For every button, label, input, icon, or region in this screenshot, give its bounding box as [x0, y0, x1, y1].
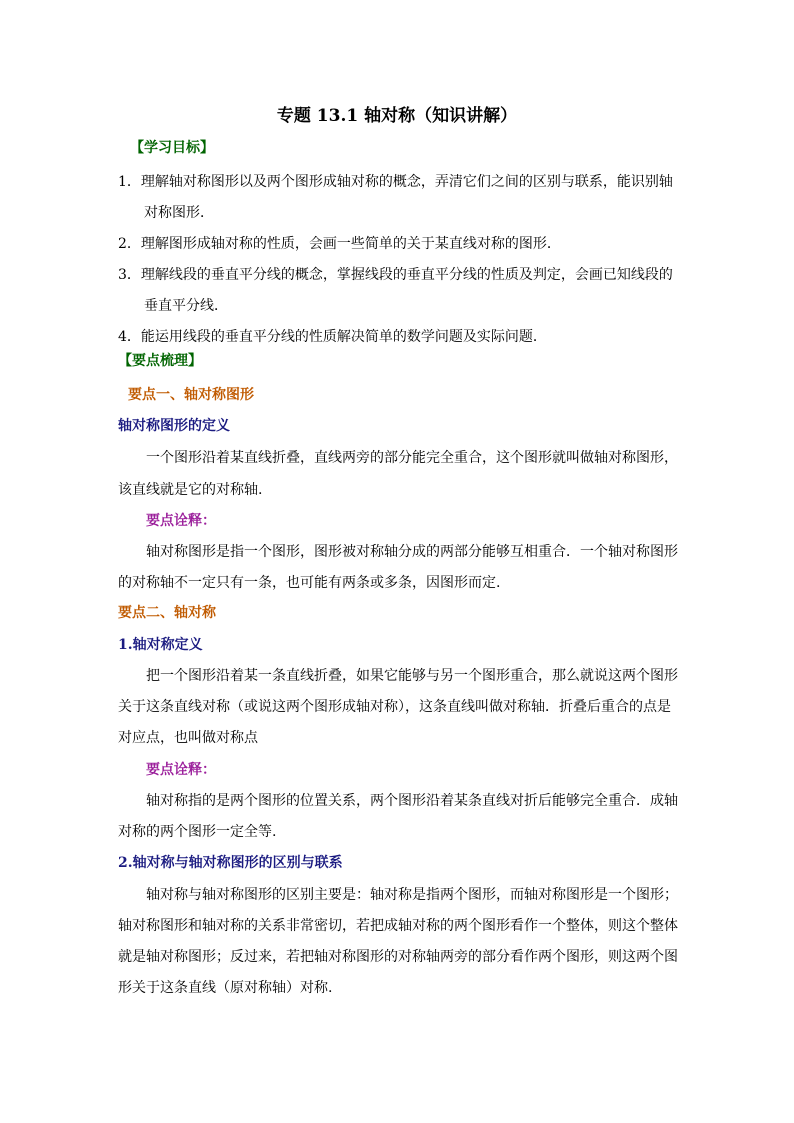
goal-2: 2．理解图形成轴对称的性质，会画一些简单的关于某直线对称的图形． — [118, 236, 561, 252]
point-2-note-label: 要点诠释： — [146, 762, 216, 778]
point-1-note-label: 要点诠释： — [146, 513, 216, 529]
point-1-subheading: 轴对称图形的定义 — [118, 418, 230, 434]
point-2-para-2-line-4: 形关于这条直线（原对称轴）对称. — [118, 980, 333, 996]
point-2-para-2-line-2: 轴对称图形和轴对称的关系非常密切，若把成轴对称的两个图形看作一个整体，则这个整体 — [118, 918, 678, 934]
point-2-para-1-line-3: 对应点，也叫做对称点 — [118, 730, 258, 746]
point-2-para-2-line-3: 就是轴对称图形；反过来，若把轴对称图形的对称轴两旁的部分看作两个图形，则这两个图 — [118, 949, 678, 965]
page-title: 专题 13.1 轴对称（知识讲解） — [276, 106, 518, 126]
point-2-para-2-line-1: 轴对称与轴对称图形的区别主要是：轴对称是指两个图形，而轴对称图形是一个图形； — [146, 887, 678, 903]
points-heading: 【要点梳理】 — [118, 353, 202, 369]
point-2-para-1-line-1: 把一个图形沿着某一条直线折叠，如果它能够与另一个图形重合，那么就说这两个图形 — [146, 668, 678, 684]
point-2-heading: 要点二、轴对称 — [118, 605, 216, 621]
goal-3-line-1: 3．理解线段的垂直平分线的概念，掌握线段的垂直平分线的性质及判定，会画已知线段的 — [118, 267, 673, 283]
goal-1-line-2: 对称图形． — [144, 205, 214, 221]
goals-heading: 【学习目标】 — [130, 140, 214, 156]
point-2-note-line-1: 轴对称指的是两个图形的位置关系，两个图形沿着某条直线对折后能够完全重合．成轴 — [146, 793, 678, 809]
goal-3-line-2: 垂直平分线． — [144, 298, 228, 314]
point-1-para-line-1: 一个图形沿着某直线折叠，直线两旁的部分能完全重合，这个图形就叫做轴对称图形， — [146, 450, 678, 466]
point-2-sub-1: 1.轴对称定义 — [118, 637, 203, 653]
point-1-note-line-1: 轴对称图形是指一个图形，图形被对称轴分成的两部分能够互相重合．一个轴对称图形 — [146, 544, 678, 560]
goal-1-line-1: 1．理解轴对称图形以及两个图形成轴对称的概念，弄清它们之间的区别与联系，能识别轴 — [118, 174, 673, 190]
point-2-sub-2: 2.轴对称与轴对称图形的区别与联系 — [118, 855, 343, 871]
point-1-para-line-2: 该直线就是它的对称轴. — [118, 482, 263, 498]
goal-4: 4．能运用线段的垂直平分线的性质解决简单的数学问题及实际问题． — [118, 329, 547, 345]
point-2-note-line-2: 对称的两个图形一定全等. — [118, 824, 277, 840]
point-2-para-1-line-2: 关于这条直线对称（或说这两个图形成轴对称），这条直线叫做对称轴．折叠后重合的点是 — [118, 699, 671, 715]
point-1-heading: 要点一、轴对称图形 — [128, 387, 254, 403]
point-1-note-line-2: 的对称轴不一定只有一条，也可能有两条或多条，因图形而定. — [118, 575, 501, 591]
